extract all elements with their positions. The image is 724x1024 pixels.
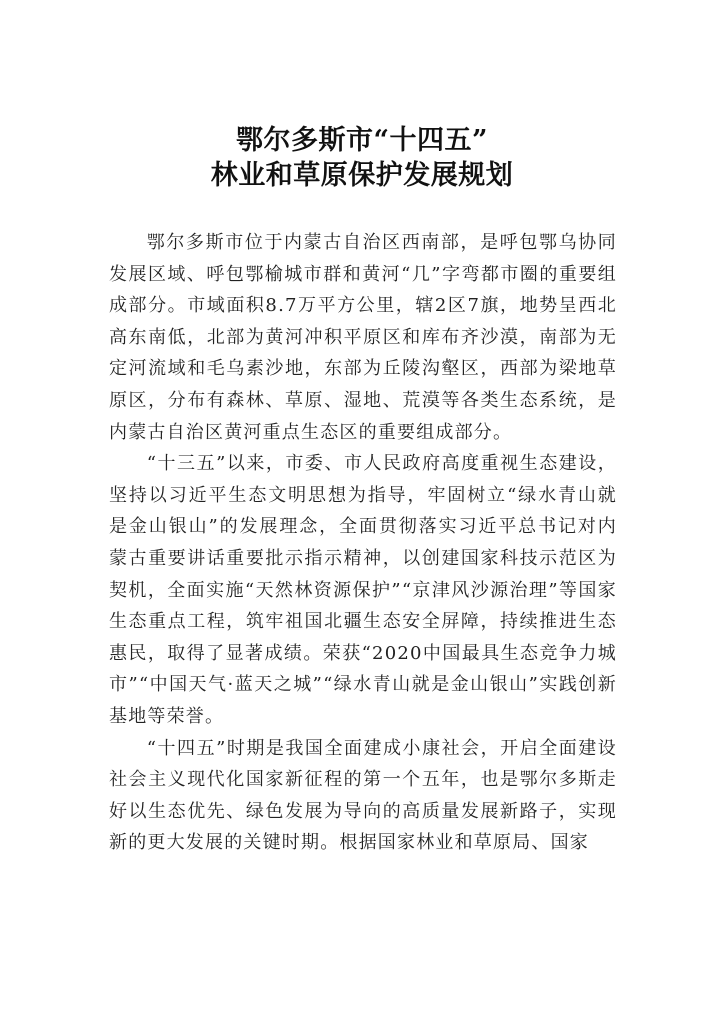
paragraph-fourteenth-five-year: “十四五”时期是我国全面建成小康社会，开启全面建设社会主义现代化国家新征程的第一个五年，也是鄂尔多斯走好以生态优先、绿色发展为导向的高质量发展新路子，实现新的更大发展的关键时期。根据国家林业和草原局、国家 <box>109 737 617 854</box>
document-title-line-1: 鄂尔多斯市“十四五” <box>235 125 489 156</box>
paragraph-overview: 鄂尔多斯市位于内蒙古自治区西南部，是呼包鄂乌协同发展区域、呼包鄂榆城市群和黄河“几”字弯都市圈的重要组成部分。市域面积8.7万平方公里，辖2区7旗，地势呈西北高东南低，北部为黄河冲积平原区和库布齐沙漠，南部为无定河流域和毛乌素沙地，东部为丘陵沟壑区，西部为梁地草原区，分布有森林、草原、湿地、荒漠等各类生态系统，是内蒙古自治区黄河重点生态区的重要组成部分。 <box>109 232 617 443</box>
document-body <box>109 227 617 859</box>
document-title-line-2: 林业和草原保护发展规划 <box>210 160 514 191</box>
paragraph-thirteenth-five-year: “十三五”以来，市委、市人民政府高度重视生态建设，坚持以习近平生态文明思想为指导，牢固树立“绿水青山就是金山银山”的发展理念，全面贯彻落实习近平总书记对内蒙古重要讲话重要批示指示精神，以创建国家科技示范区为契机，全面实施“天然林资源保护”“京津风沙源治理”等国家生态重点工程，筑牢祖国北疆生态安全屏障，持续推进生态惠民，取得了显著成绩。荣获“2020中国最具生态竞争力城市”“中国天气·蓝天之城”“绿水青山就是金山银山”实践创新基地等荣誉。 <box>109 453 617 727</box>
